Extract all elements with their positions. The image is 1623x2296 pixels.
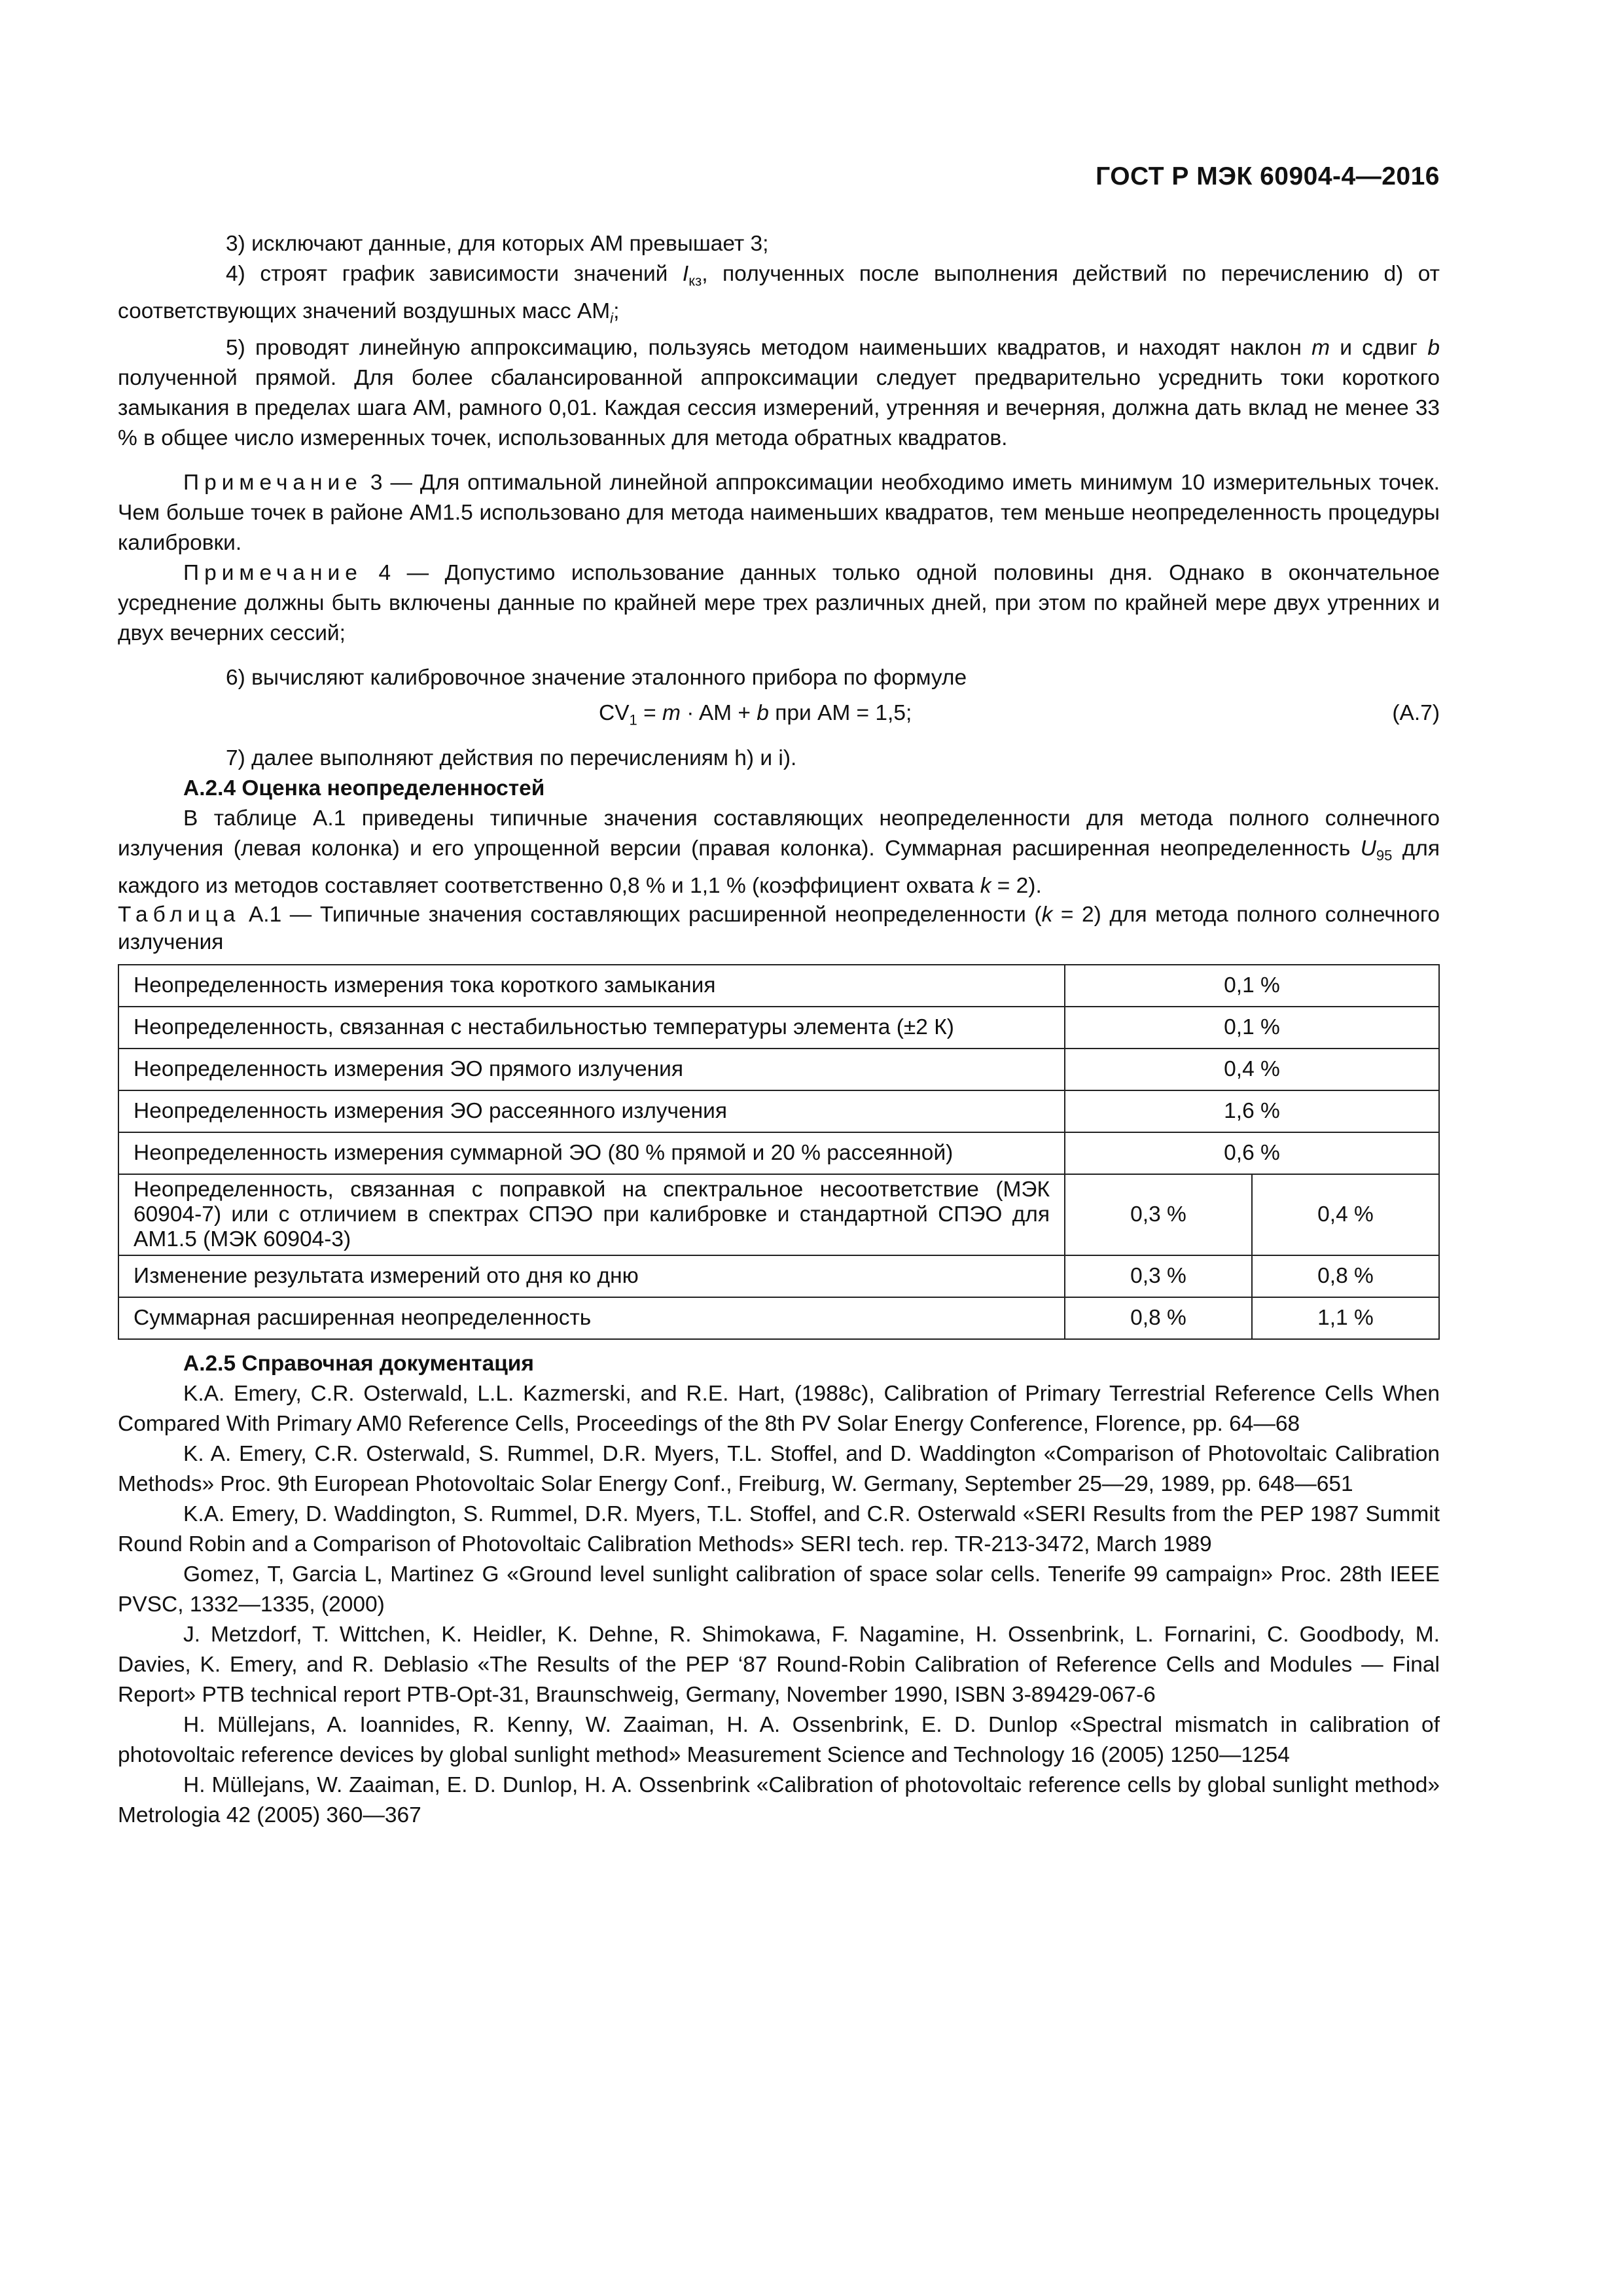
note-3-label: Примечание [183, 471, 363, 495]
table-cell-left-value: 0,3 % [1065, 1174, 1252, 1255]
table-row [118, 1007, 1439, 1049]
table-cell-value: 1,6 % [1065, 1090, 1439, 1132]
note-3 [118, 468, 1440, 558]
k-symbol: k [980, 873, 991, 898]
references-list [118, 1379, 1440, 1831]
table-cell-value: 0,1 % [1065, 1007, 1439, 1049]
table-row [118, 965, 1439, 1007]
slope-symbol: m [1311, 336, 1330, 361]
reference-item: H. Müllejans, W. Zaaiman, E. D. Dunlop, H. A. Ossenbrink «Calibration of photovoltaic reference cells by global sunlight method» Metrologia 42 (2005) 360—367 [118, 1772, 1440, 1827]
step-3: 3) исключают данные, для которых АМ превышает 3; [226, 232, 769, 256]
u-subscript: 95 [1376, 847, 1393, 864]
table-cell-left-value: 0,8 % [1065, 1297, 1252, 1339]
table-cell-label: Неопределенность измерения суммарной ЭО (80 % прямой и 20 % рассеянной) [118, 1132, 1065, 1174]
table-cell-value: 0,4 % [1065, 1049, 1439, 1090]
step-4-text-a: 4) строят график зависимости значений [226, 262, 668, 286]
table-cell-right-value: 1,1 % [1252, 1297, 1439, 1339]
a24-text-b: для каждого из методов составляет соответственно 0,8 % и 1,1 % (коэффициент охвата [118, 836, 1440, 898]
section-a24-text [118, 804, 1440, 901]
formula-a7 [118, 698, 1440, 736]
a24-text-c: = 2). [997, 873, 1042, 898]
table-row [118, 1090, 1439, 1132]
step-4-end: ; [613, 298, 620, 323]
table-cell-right-value: 0,4 % [1252, 1174, 1439, 1255]
table-caption-label: Таблица [118, 902, 241, 927]
formula-am: · AM + [680, 701, 757, 726]
table-caption-k: k [1041, 902, 1053, 927]
table-cell-left-value: 0,3 % [1065, 1255, 1252, 1297]
isc-symbol: I [682, 262, 689, 286]
formula-eq: = [637, 701, 662, 726]
table-row [118, 1297, 1439, 1339]
section-a25-heading: А.2.5 Справочная документация [183, 1351, 534, 1376]
step-7: 7) далее выполняют действия по перечислениям h) и i). [226, 746, 797, 771]
table-caption [118, 901, 1440, 956]
table-cell-label: Неопределенность измерения ЭО рассеянного излучения [118, 1090, 1065, 1132]
a24-text-a: В таблице А.1 приведены типичные значения составляющих неопределенности для метода полного солнечного излучения (левая колонка) и его упрощенной версии (правая колонка). Суммарная расширенная неопределенность [118, 806, 1440, 861]
note-4 [118, 558, 1440, 649]
u-symbol: U [1360, 836, 1376, 861]
table-cell-label: Неопределенность, связанная с нестабильностью температуры элемента (±2 К) [118, 1007, 1065, 1049]
formula-expression [599, 698, 912, 736]
table-caption-a: А.1 — Типичные значения составляющих расширенной неопределенности ( [248, 902, 1042, 927]
table-cell-label: Неопределенность, связанная с поправкой на спектральное несоответствие (МЭК 60904-7) или с отличием в спектрах СПЭО при калибровке и стандартной СПЭО для АМ1.5 (МЭК 60904-3) [118, 1174, 1065, 1255]
table-row [118, 1174, 1439, 1255]
page-header: ГОСТ Р МЭК 60904-4—2016 [1096, 162, 1440, 190]
formula-cv-subscript: 1 [629, 712, 637, 729]
table-cell-value: 0,6 % [1065, 1132, 1439, 1174]
step-5-text: 5) проводят линейную аппроксимацию, пользуясь методом наименьших квадратов, и находят наклон [226, 336, 1302, 361]
isc-subscript: кз [688, 272, 702, 289]
step-5-rest: полученной прямой. Для более сбалансированной аппроксимации следует предварительно усреднить токи короткого замыкания в пределах шага АМ, рамного 0,01. Каждая сессия измерений, утренняя и вечерняя, должна дать вклад не менее 33 % в общее число измеренных точек, использованных для метода обратных квадратов. [118, 366, 1440, 451]
reference-item: H. Müllejans, A. Ioannides, R. Kenny, W. Zaaiman, H. A. Ossenbrink, E. D. Dunlop «Spectral mismatch in calibration of photovoltaic reference devices by global sunlight method» Measurement Science and Technology 16 (2005) 1250—1254 [118, 1712, 1440, 1767]
table-row [118, 1255, 1439, 1297]
formula-m: m [662, 701, 681, 726]
formula-b: b [757, 701, 769, 726]
formula-rest: при АМ = 1,5; [768, 701, 912, 726]
table-caption-b: = 2) для метода полного солнечного излучения [118, 902, 1440, 954]
note-4-label: Примечание [183, 561, 363, 586]
note-3-text: 3 — Для оптимальной линейной аппроксимации необходимо иметь минимум 10 измерительных точек. Чем больше точек в районе АМ1.5 использовано для метода наименьших квадратов, тем меньше неопределенность процедуры калибровки. [118, 471, 1440, 556]
table-row [118, 1049, 1439, 1090]
step-6: 6) вычисляют калибровочное значение эталонного прибора по формуле [226, 666, 967, 691]
note-4-text: 4 — Допустимо использование данных только одной половины дня. Однако в окончательное усреднение должны быть включены данные по крайней мере трех различных дней, при этом по крайней мере двух утренних и двух вечерних сессий; [118, 561, 1440, 646]
table-cell-right-value: 0,8 % [1252, 1255, 1439, 1297]
step-4-text-b: , полученных после выполнения действий по перечислению d) от соответствующих значений воздушных масс АМ [118, 262, 1440, 323]
formula-cv: CV [599, 701, 630, 726]
table-cell-value: 0,1 % [1065, 965, 1439, 1007]
table-cell-label: Изменение результата измерений ото дня ко дню [118, 1255, 1065, 1297]
section-a24-heading: А.2.4 Оценка неопределенностей [183, 776, 545, 801]
formula-number: (А.7) [1392, 701, 1440, 726]
step-4 [118, 259, 1440, 333]
table-cell-label: Суммарная расширенная неопределенность [118, 1297, 1065, 1339]
offset-symbol: b [1427, 336, 1440, 361]
reference-item: K.A. Emery, D. Waddington, S. Rummel, D.R. Myers, T.L. Stoffel, and C.R. Osterwald «SERI Results from the PEP 1987 Summit Round Robin and a Comparison of Photovoltaic Calibration Methods» SERI tech. rep. TR-213-3472, March 1989 [118, 1501, 1440, 1556]
reference-item: K.A. Emery, C.R. Osterwald, L.L. Kazmerski, and R.E. Hart, (1988c), Calibration of Primary Terrestrial Reference Cells When Compared With Primary AM0 Reference Cells, Proceedings of the 8th PV Solar Energy Conference, Florence, pp. 64—68 [118, 1381, 1440, 1436]
step-5-and: и сдвиг [1340, 336, 1418, 361]
reference-item: Gomez, T, Garcia L, Martinez G «Ground level sunlight calibration of space solar cells. Tenerife 99 campaign» Proc. 28th IEEE PVSC, 1332—1335, (2000) [118, 1562, 1440, 1617]
uncertainty-table [118, 964, 1440, 1340]
step-5 [118, 333, 1440, 454]
reference-item: K. A. Emery, C.R. Osterwald, S. Rummel, D.R. Myers, T.L. Stoffel, and D. Waddington «Comparison of Photovoltaic Calibration Methods» Proc. 9th European Photovoltaic Solar Energy Conf., Freiburg, W. Germany, September 25—29, 1989, pp. 648—651 [118, 1441, 1440, 1496]
reference-item: J. Metzdorf, T. Wittchen, K. Heidler, K. Dehne, R. Shimokawa, F. Nagamine, H. Ossenbrink, L. Fornarini, C. Goodbody, M. Davies, K. Emery, and R. Deblasio «The Results of the PEP ‘87 Round-Robin Calibration of Reference Cells and Modules — Final Report» PTB technical report PTB-Opt-31, Braunschweig, Germany, November 1990, ISBN 3-89429-067-6 [118, 1622, 1440, 1707]
table-cell-label: Неопределенность измерения тока короткого замыкания [118, 965, 1065, 1007]
am-subscript: i [610, 310, 614, 327]
table-row [118, 1132, 1439, 1174]
table-cell-label: Неопределенность измерения ЭО прямого излучения [118, 1049, 1065, 1090]
page-body [118, 229, 1440, 1831]
